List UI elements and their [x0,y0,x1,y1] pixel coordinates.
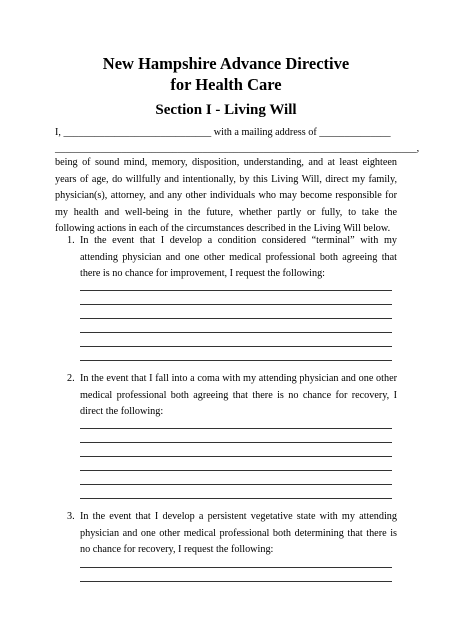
write-in-line[interactable] [80,346,392,347]
write-in-line[interactable] [80,428,392,429]
document-title-line-2: for Health Care [170,75,282,94]
address-continuation-line: _______________________________________________________________________, [55,143,420,154]
write-in-line[interactable] [80,318,392,319]
list-item-text: In the event that I develop a persistent vegetative state with my attending physician and one other medical professional both determining that there is no chance for recovery, I request the following: [80,511,397,556]
write-in-line[interactable] [80,581,392,582]
section-title: Section I - Living Will [155,102,297,118]
write-in-line[interactable] [80,470,392,471]
write-in-line[interactable] [80,484,392,485]
write-in-line[interactable] [80,442,392,443]
write-in-line[interactable] [80,567,392,568]
list-item-text: In the event that I fall into a coma with my attending physician and one other medical professional both agreeing that there is no chance for recovery, I direct the following: [80,373,397,418]
write-in-line[interactable] [80,290,392,291]
write-in-line[interactable] [80,360,392,361]
document-title-line-1: New Hampshire Advance Directive [102,54,350,73]
list-item-number: 2. [67,373,75,384]
list-item-text: In the event that I develop a condition considered “terminal” with my attending physician and one other medical professional both agreeing that there is no chance for improvement, I request the following: [80,235,397,280]
intro-paragraph: being of sound mind, memory, disposition, understanding, and at least eighteen years of age, do willfully and intentionally, by this Living Will, direct my family, physician(s), attorney, and any other individuals who may become responsible for my health and well-being in the future, whether partly or fully, to take the following actions in each of the circumstances described in the Living Will below. [55,157,397,235]
list-item-number: 1. [67,235,75,246]
write-in-line[interactable] [80,498,392,499]
name-address-line: I, _____________________________ with a mailing address of ______________ [55,127,391,138]
list-item-number: 3. [67,511,75,522]
write-in-line[interactable] [80,456,392,457]
write-in-line[interactable] [80,304,392,305]
write-in-line[interactable] [80,332,392,333]
